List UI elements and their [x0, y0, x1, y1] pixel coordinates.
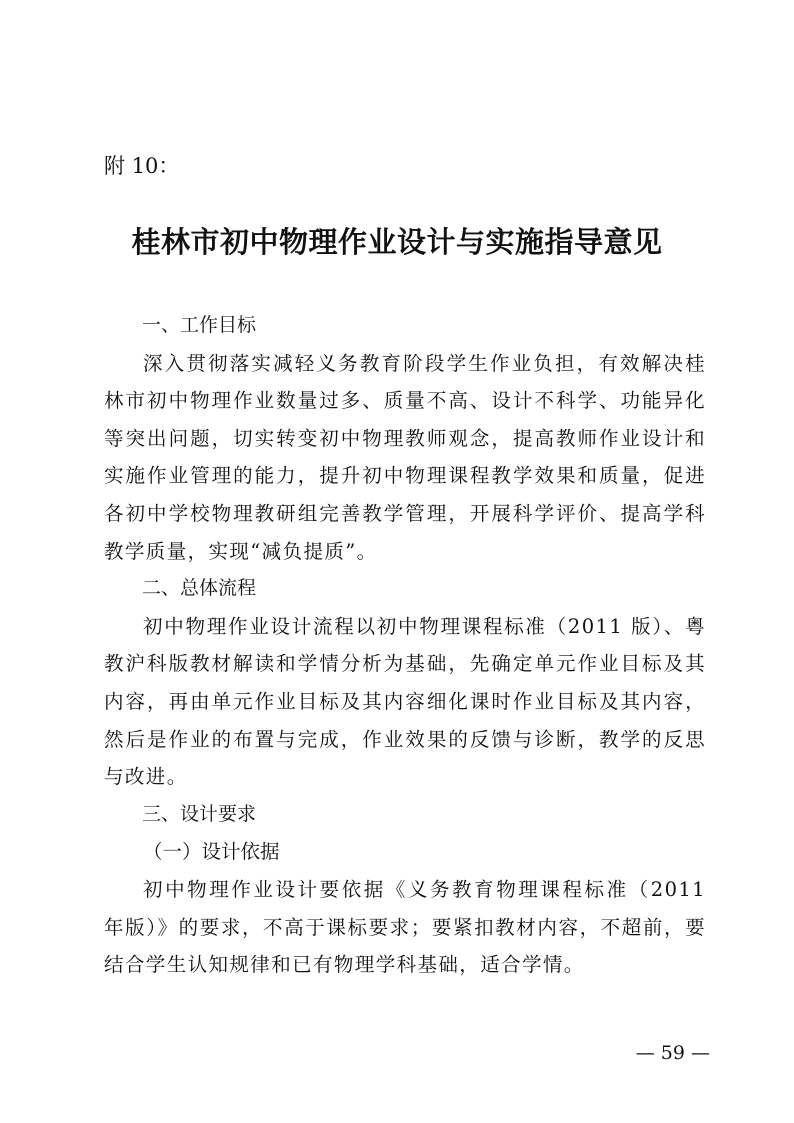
- document-body: [104, 307, 706, 984]
- paragraph-process: 初中物理作业设计流程以初中物理课程标准（2011 版）、粤教沪科版教材解读和学情分析为基础，先确定单元作业目标及其内容，再由单元作业目标及其内容细化课时作业目标及其内容，然后是作业的布置与完成，作业效果的反馈与诊断，教学的反思与改进。: [104, 614, 706, 789]
- paragraph-basis: 初中物理作业设计要依据《义务教育物理课程标准（2011 年版）》的要求，不高于课标要求；要紧扣教材内容，不超前，要结合学生认知规律和已有物理学科基础，适合学情。: [104, 877, 706, 977]
- section-heading-requirements: 三、设计要求: [142, 802, 257, 825]
- document-title: 桂林市初中物理作业设计与实施指导意见: [131, 225, 663, 259]
- section-heading-goals: 一、工作目标: [142, 314, 257, 336]
- attachment-label: 附 10：: [104, 154, 180, 178]
- page-number: — 59 —: [635, 1042, 710, 1064]
- section-heading-process: 二、总体流程: [142, 577, 257, 600]
- paragraph-goals: 深入贯彻落实减轻义务教育阶段学生作业负担，有效解决桂林市初中物理作业数量过多、质量不高、设计不科学、功能异化等突出问题，切实转变初中物理教师观念，提高教师作业设计和实施作业管理的能力，提升初中物理课程教学效果和质量，促进各初中学校物理教研组完善教学管理，开展科学评价、提高学科教学质量，实现“减负提质”。: [104, 351, 706, 563]
- subsection-heading-basis: （一）设计依据: [143, 840, 280, 864]
